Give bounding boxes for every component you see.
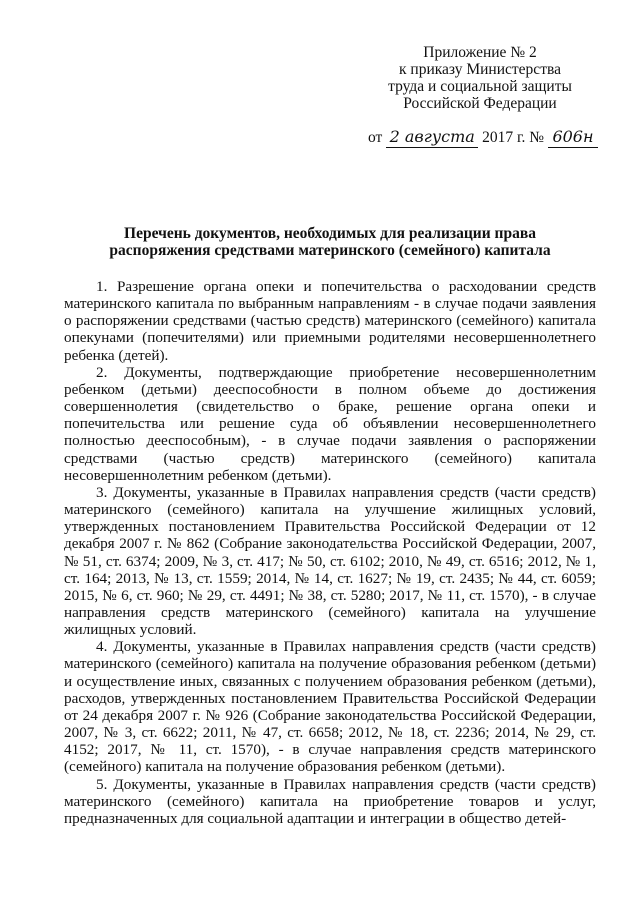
order-date-line <box>368 127 598 148</box>
appendix-number: Приложение № 2 <box>423 44 537 61</box>
paragraph-3: 3. Документы, указанные в Правилах направления средств (части средств) материнского (семейного) капитала на улучшение жилищных условий, утвержденных постановлением Правительства Российской Федерации от 12 декабря 2007 г. № 862 (Собрание законодательства Российской Федерации, 2007, № 51, ст. 6374; 2009, № 3, ст. 417; № 50, ст. 6102; 2010, № 49, ст. 6516; 2012, № 1, ст. 164; 2013, № 13, ст. 1559; 2014, № 14, ст. 1627; № 19, ст. 2435; № 44, ст. 6059; 2015, № 6, ст. 960; № 29, ст. 4491; № 38, ст. 5280; 2017, № 11, ст. 1570), - в случае направления средств материнского (семейного) капитала на улучшение жилищных условий. <box>64 483 596 639</box>
paragraph-2: 2. Документы, подтверждающие приобретение несовершеннолетним ребенком (детьми) дееспособности в полном объеме до достижения совершеннолетия (свидетельство о браке, решение органа опеки и попечительства или решение суда об объявлении несовершеннолетнего полностью дееспособным), - в случае подачи заявления о распоряжении средствами (частью средств) материнского (семейного) капитала несовершеннолетним ребенком (детьми). <box>64 363 596 484</box>
appendix-ministry: труда и социальной защиты <box>388 78 572 95</box>
document-body <box>64 278 596 827</box>
handwritten-date: 2 августа <box>386 127 478 148</box>
order-year: 2017 г. № <box>482 129 545 146</box>
appendix-header <box>330 44 630 112</box>
title-line-2: распоряжения средствами материнского (семейного) капитала <box>109 242 551 259</box>
paragraph-5: 5. Документы, указанные в Правилах направления средств (части средств) материнского (семейного) капитала на приобретение товаров и услуг, предназначенных для социальной адаптации и интеграции в общество детей- <box>64 775 596 827</box>
paragraph-1: 1. Разрешение органа опеки и попечительства о расходовании средств материнского капитала по выбранным направлениям - в случае подачи заявления о распоряжении средствами (частью средств) материнского (семейного) капитала опекунами (попечителями) или приемными родителями несовершеннолетнего ребенка (детей). <box>64 278 596 364</box>
appendix-country: Российской Федерации <box>403 95 557 112</box>
paragraph-4: 4. Документы, указанные в Правилах направления средств (части средств) материнского (семейного) капитала на получение образования ребенком (детьми) и осуществление иных, связанных с получением образования ребенком (детьми), расходов, утвержденных постановлением Правительства Российской Федерации от 24 декабря 2007 г. № 926 (Собрание законодательства Российской Федерации, 2007, № 3, ст. 6622; 2011, № 47, ст. 6658; 2012, № 18, ст. 2236; 2014, № 29, ст. 4152; 2017, № 11, ст. 1570), - в случае направления средств материнского (семейного) капитала на получение образования ребенком (детьми). <box>64 638 596 776</box>
appendix-order-ref: к приказу Министерства <box>399 61 561 78</box>
title-line-1: Перечень документов, необходимых для реализации права <box>124 225 536 242</box>
document-title <box>60 225 600 259</box>
order-prefix: от <box>368 129 383 146</box>
handwritten-order-number: 606н <box>548 127 598 148</box>
